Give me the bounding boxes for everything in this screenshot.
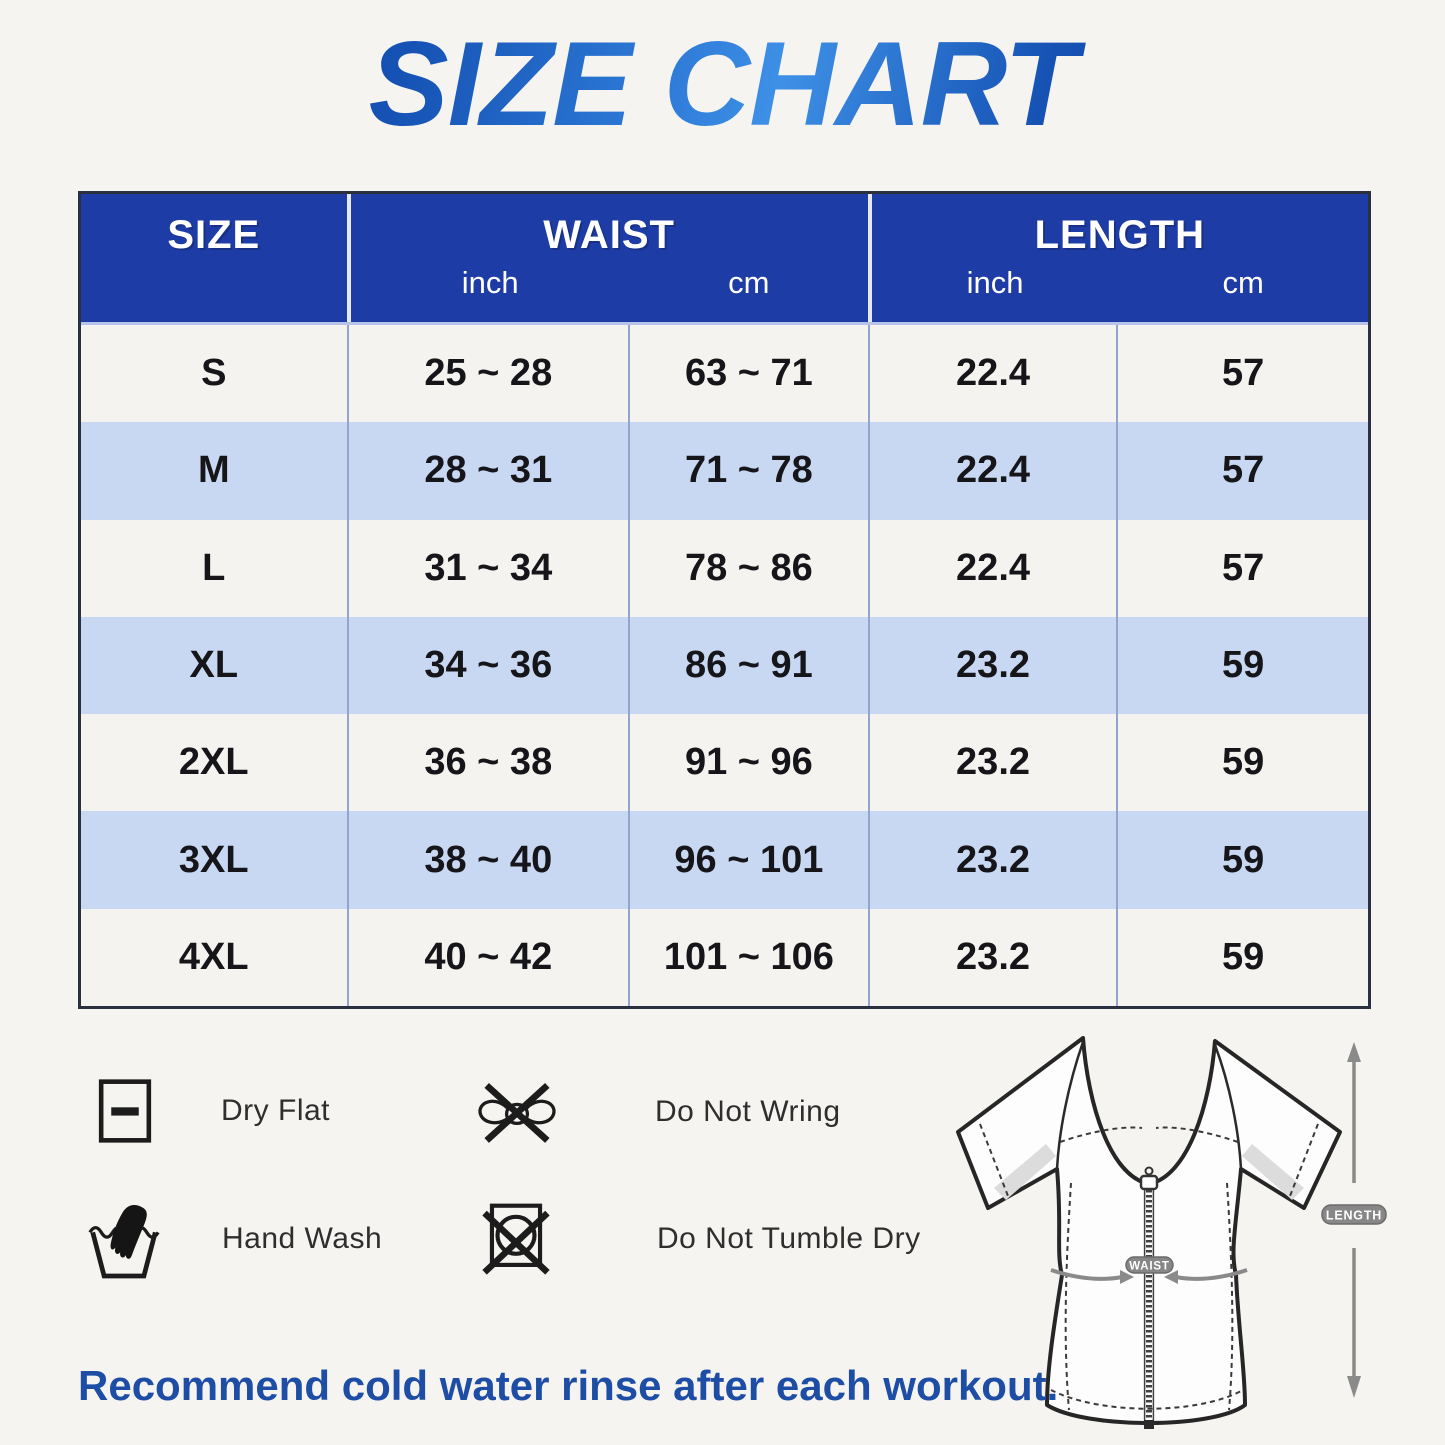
cell-waist-inch: 25 ~ 28 xyxy=(347,325,628,422)
col-header-size xyxy=(81,194,347,322)
cell-length-cm: 59 xyxy=(1116,714,1368,811)
cell-waist-inch: 28 ~ 31 xyxy=(347,422,628,519)
cell-waist-cm: 63 ~ 71 xyxy=(628,325,868,422)
care-label-hand-wash: Hand Wash xyxy=(222,1222,383,1255)
care-item-do-not-wring xyxy=(475,1076,841,1148)
size-header-label: SIZE xyxy=(167,213,261,257)
length-inch-label: inch xyxy=(966,265,1024,300)
table-row-3xl xyxy=(81,811,1368,908)
cell-size: S xyxy=(201,352,227,395)
col-header-waist xyxy=(347,194,868,322)
cell-size: M xyxy=(197,449,230,492)
cell-waist-cm: 71 ~ 78 xyxy=(628,422,868,519)
care-label-do-not-wring: Do Not Wring xyxy=(655,1095,841,1128)
care-item-dry-flat xyxy=(97,1078,330,1144)
cell-waist-cm: 91 ~ 96 xyxy=(628,714,868,811)
cell-size: 4XL xyxy=(178,935,249,978)
table-header-row xyxy=(81,194,1368,325)
care-label-do-not-tumble-dry: Do Not Tumble Dry xyxy=(657,1222,921,1255)
cell-waist-inch: 40 ~ 42 xyxy=(347,909,628,1006)
cell-length-cm: 59 xyxy=(1116,617,1368,714)
cell-length-inch: 22.4 xyxy=(868,422,1117,519)
table-row-s xyxy=(81,325,1368,422)
length-cm-label: cm xyxy=(1222,265,1264,300)
waist-cm-label: cm xyxy=(728,265,770,300)
table-body xyxy=(81,325,1368,1006)
waist-inch-label: inch xyxy=(461,265,519,300)
cell-waist-inch: 31 ~ 34 xyxy=(347,520,628,617)
col-header-length xyxy=(868,194,1368,322)
cell-size: XL xyxy=(189,643,239,686)
cell-waist-cm: 78 ~ 86 xyxy=(628,520,868,617)
length-header-label: LENGTH xyxy=(1034,213,1206,257)
cell-size: 2XL xyxy=(178,741,249,784)
dry-flat-icon xyxy=(97,1078,153,1144)
cell-waist-cm: 96 ~ 101 xyxy=(628,811,868,908)
size-chart-table xyxy=(78,191,1371,1009)
care-note: Recommend cold water rinse after each workout. xyxy=(78,1362,1059,1409)
do-not-tumble-dry-icon xyxy=(479,1198,553,1280)
cell-length-cm: 57 xyxy=(1116,325,1368,422)
length-unit-row xyxy=(872,262,1368,304)
cell-waist-inch: 36 ~ 38 xyxy=(347,714,628,811)
cell-length-inch: 23.2 xyxy=(868,714,1117,811)
care-item-do-not-tumble-dry xyxy=(479,1198,921,1280)
waist-header-label: WAIST xyxy=(543,213,675,257)
cell-waist-cm: 101 ~ 106 xyxy=(628,909,868,1006)
waist-badge-label: WAIST xyxy=(1129,1260,1170,1273)
cell-length-inch: 23.2 xyxy=(868,617,1117,714)
length-measure xyxy=(1322,1042,1386,1398)
cell-waist-inch: 38 ~ 40 xyxy=(347,811,628,908)
cell-length-inch: 22.4 xyxy=(868,325,1117,422)
cell-length-cm: 59 xyxy=(1116,811,1368,908)
cell-waist-inch: 34 ~ 36 xyxy=(347,617,628,714)
care-label-dry-flat: Dry Flat xyxy=(221,1094,330,1127)
waist-unit-row xyxy=(351,262,868,304)
table-row-xl xyxy=(81,617,1368,714)
cell-length-cm: 57 xyxy=(1116,422,1368,519)
table-row-l xyxy=(81,520,1368,617)
cell-waist-cm: 86 ~ 91 xyxy=(628,617,868,714)
page-title: SIZE CHART xyxy=(0,18,1445,150)
table-row-4xl xyxy=(81,909,1368,1006)
do-not-wring-icon xyxy=(475,1076,559,1148)
cell-size: 3XL xyxy=(178,838,249,881)
length-badge-label: LENGTH xyxy=(1325,1208,1383,1223)
hand-wash-icon xyxy=(88,1196,160,1282)
cell-length-inch: 23.2 xyxy=(868,811,1117,908)
care-item-hand-wash xyxy=(88,1196,382,1282)
cell-length-cm: 59 xyxy=(1116,909,1368,1006)
cell-size: L xyxy=(202,546,226,589)
table-row-m xyxy=(81,422,1368,519)
cell-length-inch: 23.2 xyxy=(868,909,1117,1006)
cell-length-inch: 22.4 xyxy=(868,520,1117,617)
table-row-2xl xyxy=(81,714,1368,811)
cell-length-cm: 57 xyxy=(1116,520,1368,617)
